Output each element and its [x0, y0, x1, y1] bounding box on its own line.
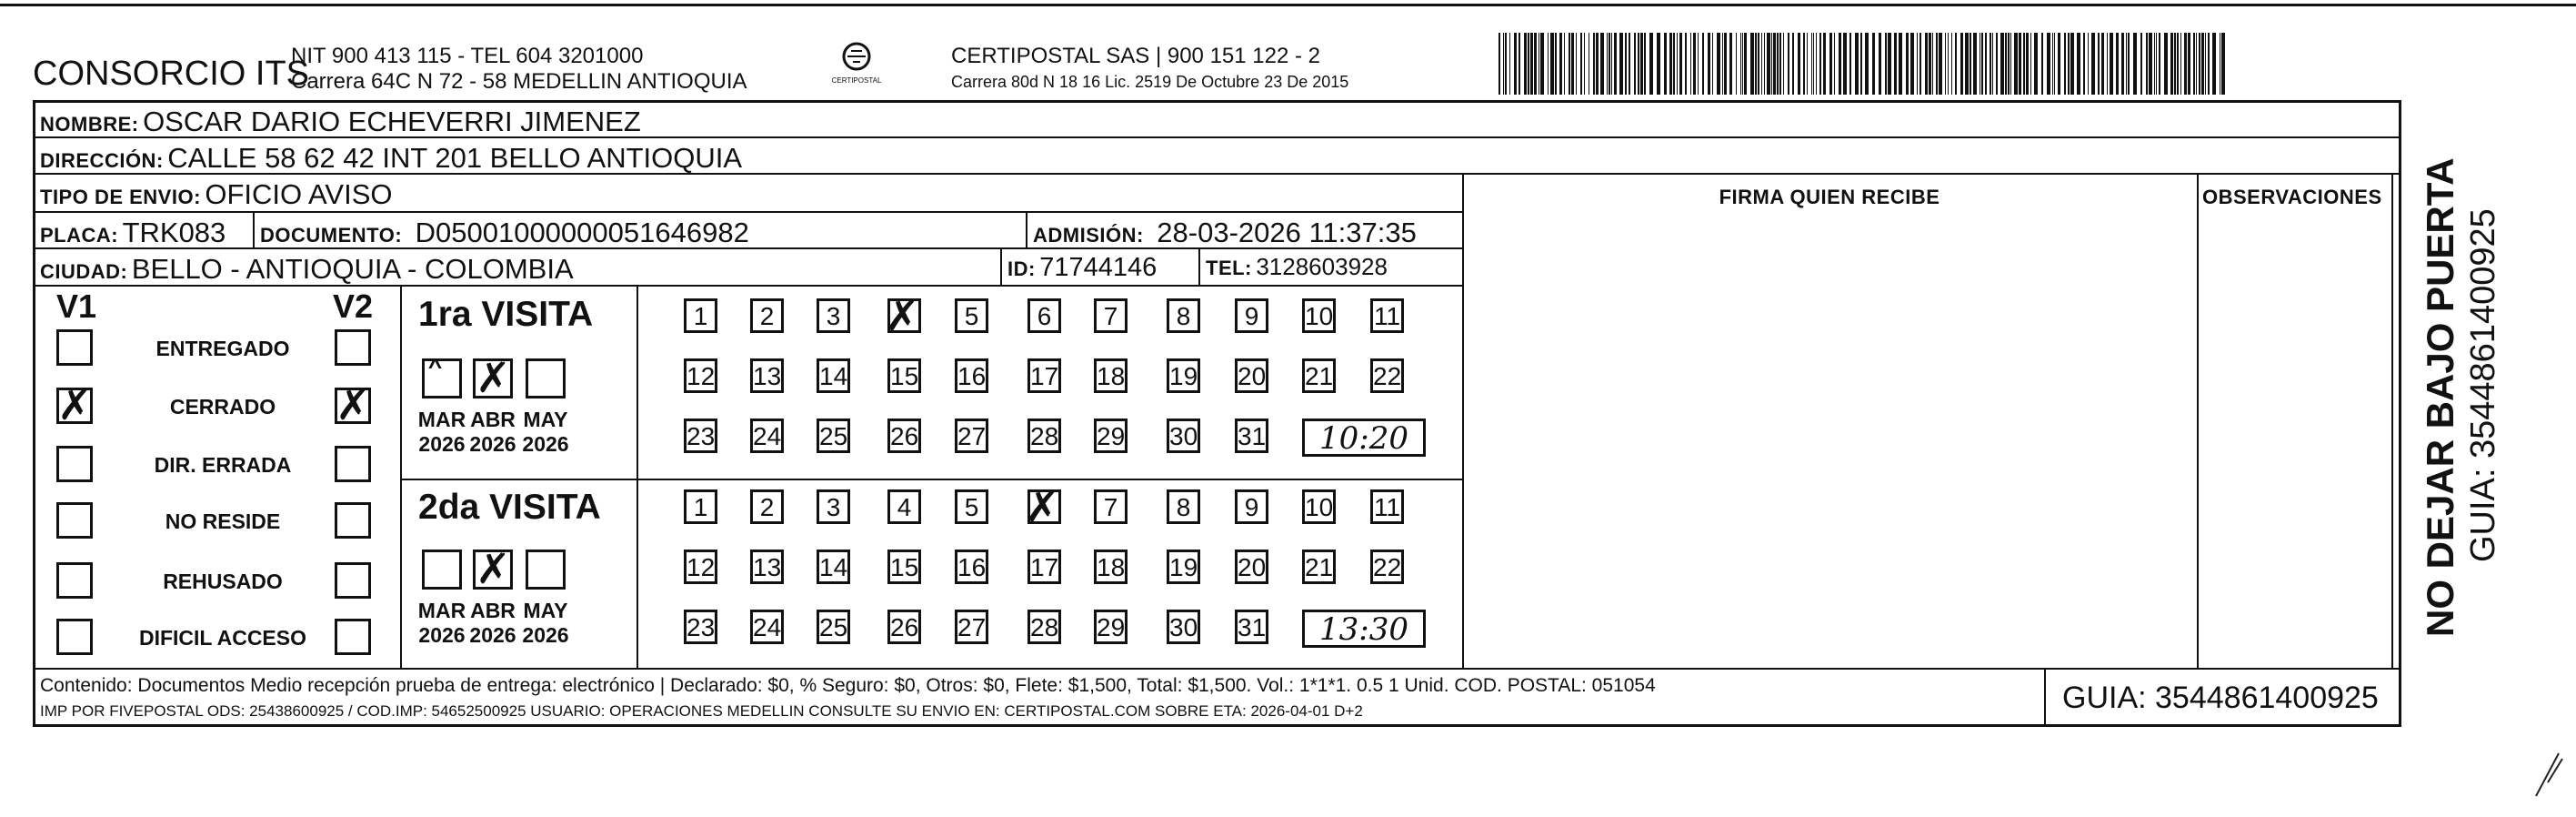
visit2-month-label	[415, 599, 469, 648]
footer-line2: IMP POR FIVEPOSTAL ODS: 25438600925 / COD.IMP: 54652500925 USUARIO: OPERACIONES MEDELLIN CONSULTE SU ENVIO EN: CERTIPOSTAL.COM SOBRE ETA: 2026-04-01 D+2	[40, 702, 1363, 720]
visit2-month-label	[518, 599, 573, 648]
barcode	[1498, 33, 2226, 95]
visit1-day-box[interactable]: 19	[1167, 358, 1200, 393]
visit1-day-box[interactable]: 16	[955, 358, 988, 393]
company-address: Carrera 64C N 72 - 58 MEDELLIN ANTIOQUIA	[291, 69, 747, 94]
visit2-day-box[interactable]: 31	[1235, 610, 1268, 644]
visit2-day-box[interactable]: 3	[817, 489, 850, 524]
v2-checkbox[interactable]	[335, 502, 371, 539]
name-row	[40, 106, 641, 138]
visit2-day-box[interactable]: 14	[817, 550, 850, 584]
visit2-day-box[interactable]: 1	[684, 489, 717, 524]
visit1-day-box[interactable]	[885, 291, 921, 340]
id-label: ID:	[1007, 257, 1036, 280]
status-label: ENTREGADO	[155, 337, 290, 360]
visit2-time-box[interactable]: 13:30	[1302, 610, 1426, 648]
plate-label: PLACA:	[40, 224, 119, 247]
visit2-month-name: MAR	[417, 599, 466, 622]
v1-checkbox[interactable]	[56, 562, 93, 599]
visit2-day-box[interactable]: 15	[887, 550, 921, 584]
top-edge-line	[0, 4, 2576, 6]
visit2-day-box[interactable]: 7	[1094, 489, 1128, 524]
plate-value: TRK083	[122, 217, 226, 248]
visit1-day-box[interactable]: 18	[1094, 358, 1128, 393]
v2-checkbox[interactable]	[335, 562, 371, 599]
visit2-month-year: 2026	[418, 623, 466, 647]
document-label: DOCUMENTO:	[260, 224, 403, 247]
visit2-month-box[interactable]	[526, 550, 566, 590]
address-label: DIRECCIÓN:	[40, 149, 164, 172]
id-value: 71744146	[1039, 253, 1158, 282]
visit1-day-box[interactable]: 6	[1027, 298, 1061, 333]
visit1-day-box[interactable]: 31	[1235, 419, 1268, 453]
observations-label: OBSERVACIONES	[2202, 186, 2382, 208]
v1-checkbox[interactable]	[56, 619, 93, 655]
signature-label: FIRMA QUIEN RECIBE	[1719, 186, 1940, 208]
visit1-day-box[interactable]: 24	[750, 419, 784, 453]
company-nit-tel: NIT 900 413 115 - TEL 604 3201000	[291, 44, 644, 68]
visit2-title: 2da VISITA	[418, 488, 601, 527]
visit1-day-box[interactable]: 7	[1094, 298, 1128, 333]
v1-checkbox[interactable]	[56, 446, 93, 482]
recipient-address: CALLE 58 62 42 INT 201 BELLO ANTIOQUIA	[167, 142, 743, 174]
v2-checkbox[interactable]	[335, 380, 371, 429]
visit1-day-box[interactable]: 20	[1235, 358, 1268, 393]
visit1-month-name: ABR	[470, 408, 516, 431]
visit2-day-box[interactable]: 23	[684, 610, 717, 644]
visit1-month-mark: ✗	[476, 353, 511, 402]
admission-label: ADMISIÓN:	[1033, 224, 1144, 247]
visit1-month-label	[466, 408, 520, 457]
visit2-day-box[interactable]: 9	[1235, 489, 1268, 524]
visit1-time-box[interactable]: 10:20	[1302, 419, 1426, 457]
v1-checkbox[interactable]	[56, 502, 93, 539]
plate-cell	[40, 217, 226, 249]
visit1-title: 1ra VISITA	[418, 295, 594, 334]
visit2-day-box[interactable]: 10	[1302, 489, 1336, 524]
company-name: CONSORCIO ITS	[33, 55, 310, 93]
visit1-month-year: 2026	[522, 432, 569, 456]
city-value: BELLO - ANTIOQUIA - COLOMBIA	[131, 253, 574, 285]
visit2-day-box[interactable]: 28	[1027, 610, 1061, 644]
visit1-day-box[interactable]: 23	[684, 419, 717, 453]
admission-cell	[1033, 217, 1417, 249]
visit1-month-year: 2026	[469, 432, 516, 456]
v2-check-mark: ✗	[336, 380, 371, 429]
visit2-day-box[interactable]: 12	[684, 550, 717, 584]
recipient-name: OSCAR DARIO ECHEVERRI JIMENEZ	[143, 106, 641, 137]
visit1-month-box[interactable]	[473, 353, 513, 402]
visit2-day-box[interactable]: 18	[1094, 550, 1128, 584]
visit1-day-box[interactable]: 26	[887, 419, 921, 453]
status-label: DIR. ERRADA	[154, 453, 292, 477]
type-row	[40, 178, 393, 211]
visit1-day-box[interactable]: 11	[1370, 298, 1404, 333]
visit2-day-box[interactable]: 11	[1370, 489, 1404, 524]
visit1-day-box[interactable]: 13	[750, 358, 784, 393]
v1-checkbox[interactable]	[56, 329, 93, 366]
visit1-day-box[interactable]: 30	[1167, 419, 1200, 453]
city-cell	[40, 253, 574, 286]
visit2-day-box[interactable]: 4	[887, 489, 921, 524]
admission-value: 28-03-2026 11:37:35	[1157, 217, 1417, 248]
visit2-day-box[interactable]: 13	[750, 550, 784, 584]
visit1-month-mark: ˄	[425, 353, 446, 402]
visit1-month-box[interactable]	[422, 353, 462, 402]
visit2-month-year: 2026	[469, 623, 516, 647]
v1-check-mark: ✗	[57, 380, 93, 429]
v2-checkbox[interactable]	[335, 329, 371, 366]
visit2-month-name: ABR	[470, 599, 516, 622]
courier-address: Carrera 80d N 18 16 Lic. 2519 De Octubre 23 De 2015	[951, 73, 1349, 91]
visit1-month-name: MAR	[417, 408, 466, 431]
status-label: DIFICIL ACCESO	[138, 626, 306, 650]
visit2-day-box[interactable]: 5	[955, 489, 988, 524]
address-row	[40, 142, 742, 175]
v2-checkbox[interactable]	[335, 619, 371, 655]
visit1-day-box[interactable]: 27	[955, 419, 988, 453]
v1-label: V1	[56, 287, 97, 325]
courier-name: CERTIPOSTAL SAS | 900 151 122 - 2	[951, 44, 1320, 68]
visit2-day-box[interactable]: 2	[750, 489, 784, 524]
visit1-day-box[interactable]: 8	[1167, 298, 1200, 333]
shipment-type: OFICIO AVISO	[205, 178, 393, 210]
visit1-day-box[interactable]: 12	[684, 358, 717, 393]
id-cell	[1007, 253, 1157, 283]
logo-text: CERTIPOSTAL	[831, 76, 882, 85]
visit2-day-box[interactable]: 22	[1370, 550, 1404, 584]
document-cell	[260, 217, 749, 249]
visit1-day-box[interactable]: 22	[1370, 358, 1404, 393]
visit1-day-box[interactable]: 15	[887, 358, 921, 393]
visit2-day-box[interactable]: 8	[1167, 489, 1200, 524]
name-label: NOMBRE:	[40, 113, 139, 136]
visit2-month-mark: ✗	[476, 544, 511, 593]
status-label: CERRADO	[169, 395, 276, 419]
visit1-month-name: MAY	[523, 408, 568, 431]
visit2-day-box[interactable]: 29	[1094, 610, 1128, 644]
certipostal-logo	[829, 36, 884, 96]
v1-checkbox[interactable]	[56, 380, 93, 429]
visit1-day-box[interactable]: 3	[817, 298, 850, 333]
visit1-month-year: 2026	[418, 432, 466, 456]
document-value: D05001000000051646982	[415, 217, 749, 248]
visit1-month-label	[415, 408, 469, 457]
visit1-day-box[interactable]: 1	[684, 298, 717, 333]
visit1-day-mark: ✗	[885, 291, 920, 340]
visit2-day-box[interactable]: 16	[955, 550, 988, 584]
visit1-month-box[interactable]	[526, 358, 566, 398]
visit2-day-box[interactable]: 20	[1235, 550, 1268, 584]
v2-label: V2	[333, 287, 374, 325]
visit2-day-box[interactable]: 25	[817, 610, 850, 644]
visit1-day-box[interactable]: 10	[1302, 298, 1336, 333]
visit1-day-box[interactable]: 28	[1027, 419, 1061, 453]
visit2-day-box[interactable]: 21	[1302, 550, 1336, 584]
pencil-mark	[2531, 746, 2568, 805]
side-guia: GUIA: 3544861400925	[2464, 208, 2502, 562]
tel-value: 3128603928	[1256, 253, 1388, 280]
status-label: REHUSADO	[163, 570, 283, 593]
visit1-day-box[interactable]: 29	[1094, 419, 1128, 453]
visit2-month-box[interactable]	[473, 544, 513, 593]
visit1-month-label	[518, 408, 573, 457]
visit2-month-box[interactable]	[422, 550, 462, 590]
city-label: CIUDAD:	[40, 260, 128, 283]
visit1-day-box[interactable]: 5	[955, 298, 988, 333]
visit1-day-box[interactable]: 25	[817, 419, 850, 453]
tel-cell	[1206, 253, 1388, 281]
visit2-day-box[interactable]	[1025, 482, 1061, 531]
footer-line1: Contenido: Documentos Medio recepción prueba de entrega: electrónico | Declarado: $0, % Seguro: $0, Otros: $0, Flete: $1,500, Total: $1,500. Vol.: 1*1*1. 0.5 1 Unid. COD. POSTAL: 051054	[40, 675, 1656, 696]
visit2-month-name: MAY	[523, 599, 568, 622]
tel-label: TEL:	[1206, 257, 1252, 279]
status-label: NO RESIDE	[165, 509, 281, 533]
visit1-day-box[interactable]: 14	[817, 358, 850, 393]
visit2-day-box[interactable]: 19	[1167, 550, 1200, 584]
visit2-day-box[interactable]: 30	[1167, 610, 1200, 644]
visit2-month-label	[466, 599, 520, 648]
type-label: TIPO DE ENVIO:	[40, 186, 201, 208]
v2-checkbox[interactable]	[335, 446, 371, 482]
visit1-day-box[interactable]: 9	[1235, 298, 1268, 333]
visit1-day-box[interactable]: 17	[1027, 358, 1061, 393]
visit1-day-box[interactable]: 21	[1302, 358, 1336, 393]
footer-guia: GUIA: 3544861400925	[2062, 681, 2379, 715]
visit2-day-box[interactable]: 27	[955, 610, 988, 644]
visit2-day-mark: ✗	[1025, 482, 1060, 531]
side-notice: NO DEJAR BAJO PUERTA	[2419, 157, 2461, 637]
visit2-day-box[interactable]: 24	[750, 610, 784, 644]
visit2-day-box[interactable]: 26	[887, 610, 921, 644]
visit1-day-box[interactable]: 2	[750, 298, 784, 333]
visit2-day-box[interactable]: 17	[1027, 550, 1061, 584]
visit2-month-year: 2026	[522, 623, 569, 647]
